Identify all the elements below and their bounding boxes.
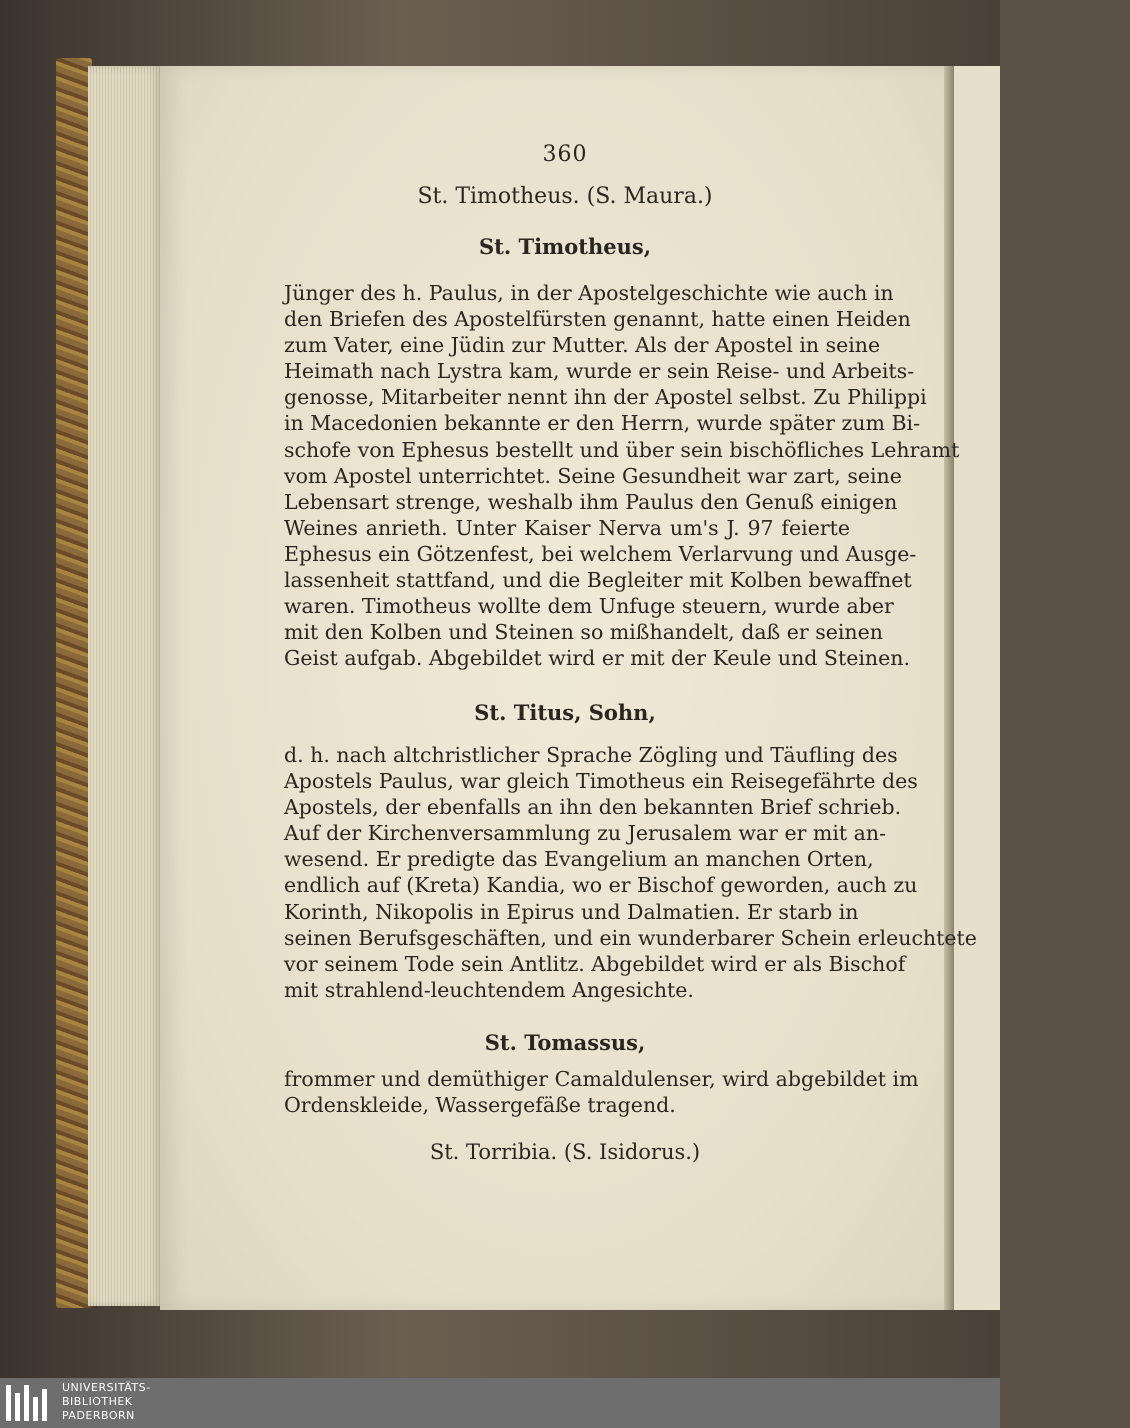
- text-line: frommer und demüthiger Camaldulenser, wird abgebildet im: [284, 1067, 919, 1091]
- library-name-line: UNIVERSITÄTS-: [62, 1381, 151, 1394]
- library-name: [62, 1381, 151, 1423]
- text-line: schofe von Ephesus bestellt und über sein bischöfliches Lehramt: [284, 437, 960, 462]
- text-line: Ephesus ein Götzenfest, bei welchem Verlarvung und Ausge-: [284, 541, 917, 566]
- text-line: mit den Kolben und Steinen so mißhandelt, daß er seinen: [284, 620, 883, 645]
- entry-heading-tomassus: St. Tomassus,: [484, 1030, 646, 1055]
- text-line: Weines anrieth. Unter Kaiser Nerva um's J. 97 feierte: [284, 515, 850, 540]
- running-header: St. Timotheus. (S. Maura.): [417, 184, 713, 209]
- text-line: Jünger des h. Paulus, in der Apostelgeschichte wie auch in: [284, 281, 894, 305]
- text-line: vom Apostel unterrichtet. Seine Gesundheit war zart, seine: [284, 463, 902, 488]
- text-line: vor seinem Tode sein Antlitz. Abgebildet wird er als Bischof: [284, 951, 906, 976]
- text-line: in Macedonien bekannte er den Herrn, wurde später zum Bi-: [284, 411, 921, 436]
- text-line: den Briefen des Apostelfürsten genannt, hatte einen Heiden: [284, 307, 911, 332]
- library-logo-icon: [6, 1383, 54, 1423]
- library-name-line: PADERBORN: [62, 1409, 135, 1422]
- entry-body-tomassus: [284, 1066, 919, 1118]
- text-line: Ordenskleide, Wassergefäße tragend.: [284, 1093, 676, 1118]
- text-line: wesend. Er predigte das Evangelium an manchen Orten,: [284, 847, 874, 872]
- text-line: Lebensart strenge, weshalb ihm Paulus den Genuß einigen: [284, 489, 898, 514]
- text-line: Korinth, Nikopolis in Epirus und Dalmatien. Er starb in: [284, 899, 859, 924]
- text-line: Auf der Kirchenversammlung zu Jerusalem war er mit an-: [284, 821, 886, 846]
- text-line: Apostels, der ebenfalls an ihn den bekannten Brief schrieb.: [284, 795, 902, 820]
- library-name-line: BIBLIOTHEK: [62, 1395, 133, 1408]
- text-line: endlich auf (Kreta) Kandia, wo er Bischof geworden, auch zu: [284, 873, 918, 898]
- text-line: Heimath nach Lystra kam, wurde er sein Reise- und Arbeits-: [284, 359, 915, 384]
- entry-heading-torribia: St. Torribia. (S. Isidorus.): [429, 1140, 701, 1164]
- page-number: 360: [542, 142, 588, 167]
- text-line: mit strahlend-leuchtendem Angesichte.: [284, 977, 694, 1002]
- text-line: d. h. nach altchristlicher Sprache Zögling und Täufling des: [284, 743, 898, 767]
- entry-body-timotheus: [284, 280, 960, 671]
- text-line: genosse, Mitarbeiter nennt ihn der Apostel selbst. Zu Philippi: [284, 385, 927, 410]
- text-line: waren. Timotheus wollte dem Unfuge steuern, wurde aber: [284, 594, 894, 619]
- text-line: Apostels Paulus, war gleich Timotheus ein Reisegefährte des: [284, 769, 918, 794]
- text-line: lassenheit stattfand, und die Begleiter mit Kolben bewaffnet: [284, 568, 912, 593]
- entry-body-titus: [284, 742, 977, 1003]
- entry-heading-timotheus: St. Timotheus,: [478, 234, 652, 259]
- text-line: Geist aufgab. Abgebildet wird er mit der Keule und Steinen.: [284, 646, 910, 671]
- text-line: zum Vater, eine Jüdin zur Mutter. Als der Apostel in seine: [284, 333, 881, 358]
- entry-heading-titus: St. Titus, Sohn,: [474, 700, 656, 725]
- text-line: seinen Berufsgeschäften, und ein wunderbarer Schein erleuchtete: [284, 925, 977, 950]
